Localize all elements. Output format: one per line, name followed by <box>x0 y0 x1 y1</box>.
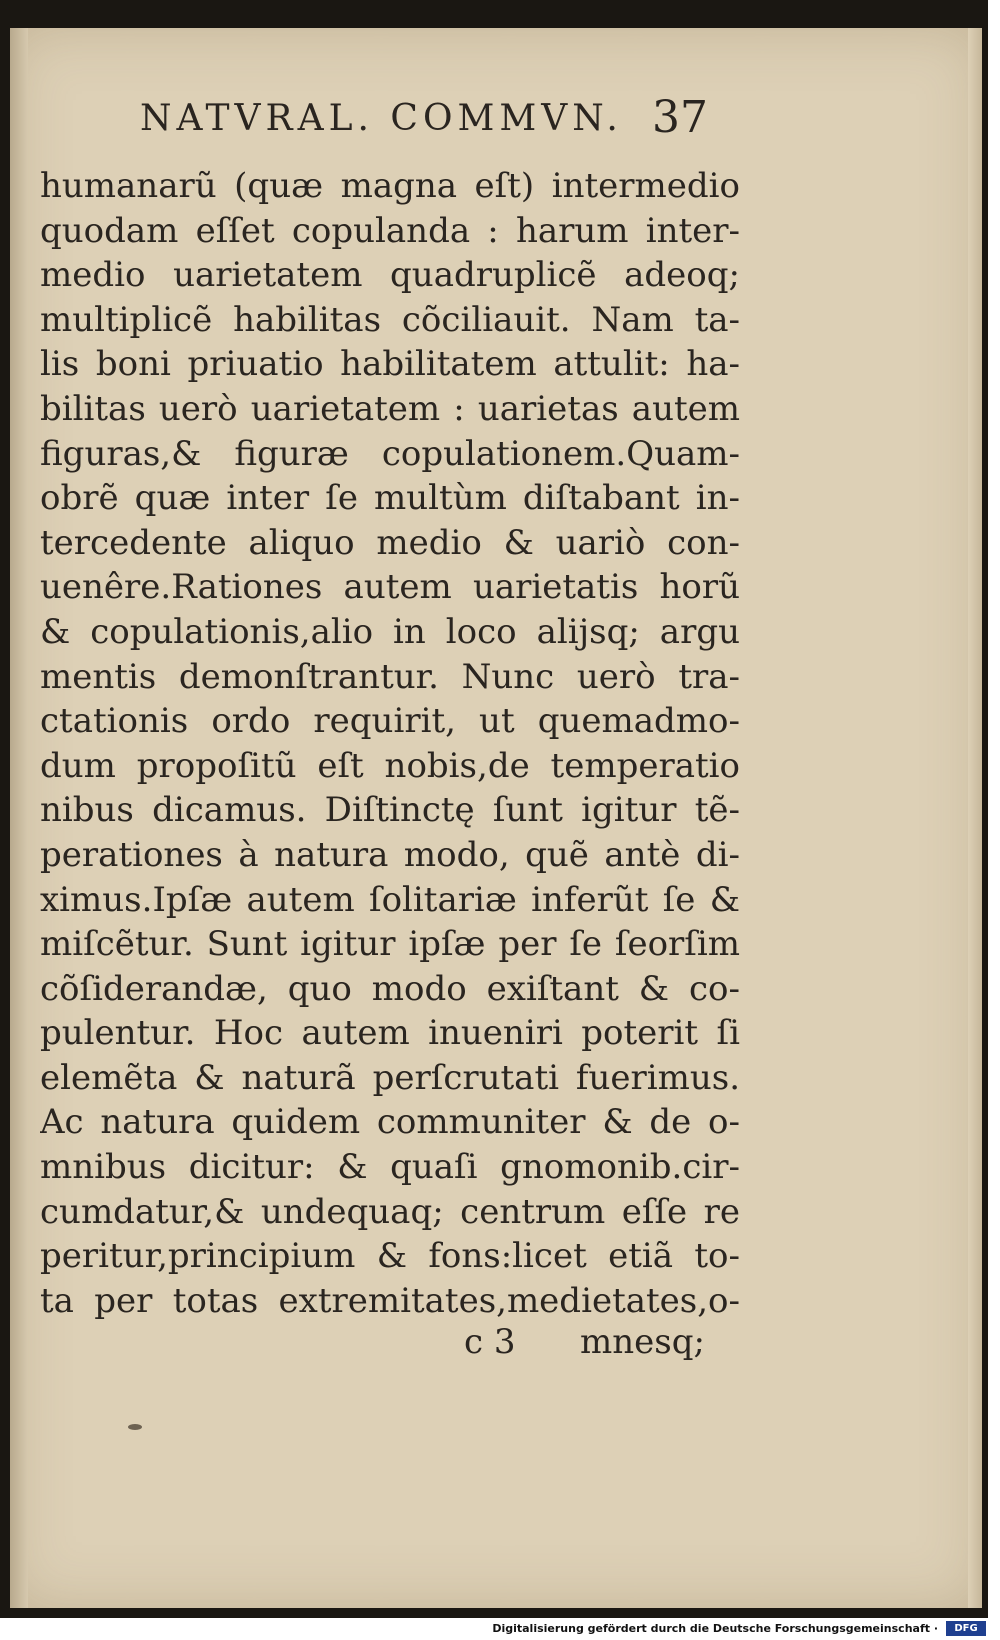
text-line: tercedente aliquo medio & uariò con- <box>40 522 740 563</box>
text-line: peritur,principium & fons:licet etiã to- <box>40 1236 740 1277</box>
page-number: 37 <box>652 92 708 143</box>
dfg-logo: DFG <box>946 1621 986 1636</box>
text-line: mnibus dicitur: & quaſi gnomonib.cir- <box>40 1147 740 1188</box>
text-line: bilitas uerò uarietatem : uarietas autem <box>40 388 740 429</box>
text-line: multiplicẽ habilitas cõciliauit. Nam ta- <box>40 299 740 340</box>
text-line: dum propoſitũ eſt nobis,de temperatio <box>40 745 740 786</box>
text-line: figuras,& figuræ copulationem.Quam- <box>40 433 740 474</box>
text-line: elemẽta & naturã perſcrutati fuerimus. <box>40 1057 740 1098</box>
text-line: cõſiderandæ, quo modo exiſtant & co- <box>40 968 740 1009</box>
text-line: quodam eſſet copulanda : harum inter- <box>40 210 740 251</box>
body-text <box>40 164 740 1323</box>
text-line: humanarũ (quæ magna eſt) intermedio <box>40 166 740 206</box>
text-line: medio uarietatem quadruplicẽ adeoq; <box>40 255 740 296</box>
text-line: & copulationis,alio in loco alijsq; argu <box>40 611 740 652</box>
text-line: lis boni priuatio habilitatem attulit: ha- <box>40 344 740 385</box>
catchword: mnesq; <box>580 1322 705 1362</box>
text-line: cumdatur,& undequaq; centrum eſſe re <box>40 1191 740 1232</box>
text-line: Ac natura quidem communiter & de o- <box>40 1102 740 1143</box>
text-line: perationes à natura modo, quẽ antè di- <box>40 834 740 875</box>
text-line: ximus.Ipſæ autem ſolitariæ inferũt ſe & <box>40 879 740 920</box>
signature-mark: c 3 <box>464 1322 516 1362</box>
running-head <box>40 88 740 158</box>
text-line: ta per totas extremitates,medietates,o- <box>40 1280 740 1321</box>
text-line: uenêre.Rationes autem uarietatis horũ <box>40 567 740 608</box>
text-line: miſcẽtur. Sunt igitur ipſæ per ſe ſeorſim <box>40 924 740 965</box>
digitization-credit: Digitalisierung gefördert durch die Deutsche Forschungsgemeinschaft · <box>492 1622 938 1635</box>
running-title: NATVRAL. COMMVN. <box>140 98 623 139</box>
page-fore-edge <box>968 28 982 1608</box>
page-gutter <box>10 28 28 1608</box>
text-line: nibus dicamus. Diſtinctę ſunt igitur tẽ- <box>40 790 740 831</box>
paper-speck <box>128 1424 142 1430</box>
text-line: ctationis ordo requirit, ut quemadmo- <box>40 701 740 742</box>
text-line: obrẽ quæ inter ſe multùm diſtabant in- <box>40 478 740 519</box>
text-line: pulentur. Hoc autem inueniri poterit ſi <box>40 1013 740 1054</box>
text-line: mentis demonſtrantur. Nunc uerò tra- <box>40 656 740 697</box>
signature-line <box>40 1322 740 1370</box>
